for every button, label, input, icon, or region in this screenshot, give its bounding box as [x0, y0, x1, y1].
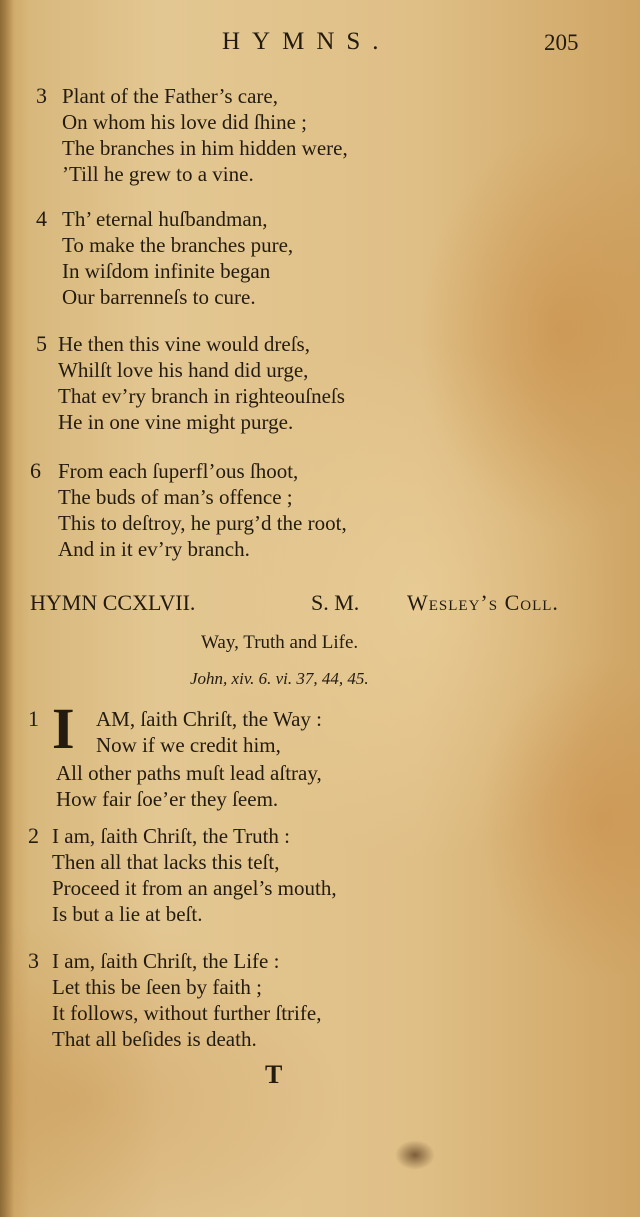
stanza-line: All other paths muſt lead aſtray,	[56, 761, 322, 785]
stanza-number: 5	[36, 331, 47, 356]
stanza-number: 3	[28, 948, 39, 973]
stanza-number: 3	[36, 83, 47, 108]
stanza-line: Let this be ſeen by faith ;	[52, 975, 262, 999]
ink-smudge	[395, 1140, 435, 1170]
stanza-number: 1	[28, 706, 39, 731]
stanza-number: 6	[30, 458, 41, 483]
hymn-scripture-reference: John, xiv. 6. vi. 37, 44, 45.	[190, 669, 369, 688]
stanza-line: Plant of the Father’s care,	[62, 84, 278, 108]
stanza-line: How fair ſoe’er they ſeem.	[56, 787, 279, 811]
running-head: HYMNS.	[222, 28, 391, 55]
stanza-line: And in it ev’ry branch.	[58, 537, 250, 561]
stanza-line: That all beſides is death.	[52, 1027, 257, 1051]
page-number: 205	[544, 30, 579, 55]
hymn-subject: Way, Truth and Life.	[201, 632, 359, 653]
drop-cap: I	[52, 696, 75, 761]
stanza-line: To make the branches pure,	[62, 233, 294, 257]
stanza-line: Now if we credit him,	[96, 733, 281, 757]
stanza-line: Th’ eternal huſbandman,	[62, 207, 268, 231]
stanza-number: 2	[28, 823, 39, 848]
stanza-line: Is but a lie at beſt.	[52, 902, 203, 926]
stanza-line: Whilſt love his hand did urge,	[58, 358, 309, 382]
stanza-line: I am, ſaith Chriſt, the Life :	[52, 949, 280, 973]
stanza-line: It follows, without further ſtrife,	[52, 1001, 322, 1025]
catchword: T	[265, 1060, 283, 1089]
hymn-meter: S. M.	[311, 590, 360, 615]
hymn-source: Wesley’s Coll.	[407, 590, 559, 615]
stanza-line: AM, ſaith Chriſt, the Way :	[96, 707, 322, 731]
stanza-line: I am, ſaith Chriſt, the Truth :	[52, 824, 291, 848]
stanza-line: In wiſdom infinite began	[62, 259, 271, 283]
stanza-line: He in one vine might purge.	[58, 410, 294, 434]
stanza-line: He then this vine would dreſs,	[58, 332, 310, 356]
stanza-line: The branches in him hidden were,	[62, 136, 348, 160]
stanza-line: Proceed it from an angel’s mouth,	[52, 876, 337, 900]
stanza-line: This to deſtroy, he purg’d the root,	[58, 511, 347, 535]
stanza-line: ’Till he grew to a vine.	[62, 162, 254, 186]
stanza-number: 4	[36, 206, 47, 231]
hymn-title: HYMN CCXLVII.	[30, 590, 196, 615]
stanza-line: The buds of man’s offence ;	[58, 485, 293, 509]
stanza-line: On whom his love did ſhine ;	[62, 110, 307, 134]
stanza-line: Then all that lacks this teſt,	[52, 850, 280, 874]
stanza-line: Our barrenneſs to cure.	[62, 285, 256, 309]
stanza-line: From each ſuperfl’ous ſhoot,	[58, 459, 299, 483]
stanza-line: That ev’ry branch in righteouſneſs	[58, 384, 345, 408]
page-gutter-shadow	[0, 0, 14, 1217]
